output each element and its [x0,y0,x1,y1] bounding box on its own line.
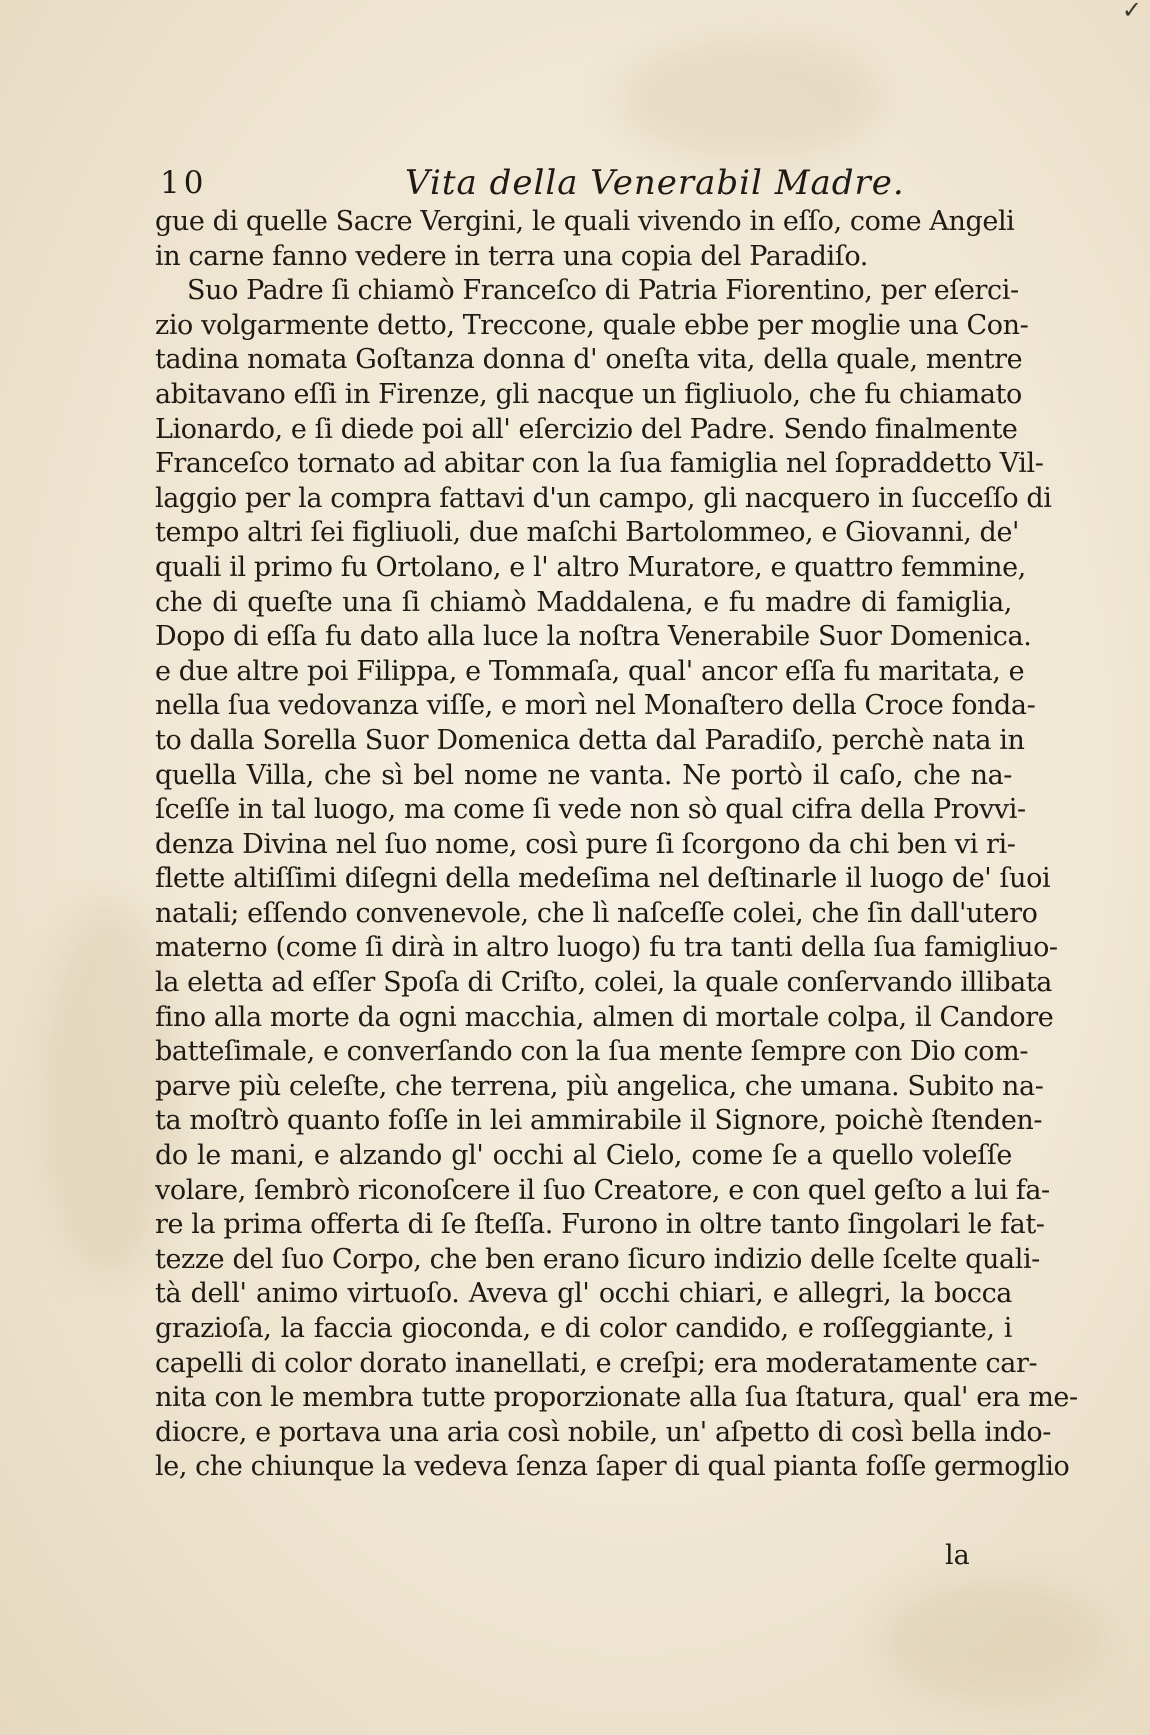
text-line: le, che chiunque la vedeva ſenza ſaper di qual pianta foſſe germoglio [155,1451,1070,1483]
text-line: quali il primo fu Ortolano, e l' altro Muratore, e quattro femmine, [155,551,1026,583]
text-line: Franceſco tornato ad abitar con la ſua famiglia nel ſopraddetto Vil- [155,448,1044,480]
text-line: zio volgarmente detto, Treccone, quale ebbe per moglie una Con- [155,309,1029,341]
text-line: natali; eſſendo convenevole, che lì naſceſſe colei, che ſin dall'utero [155,897,1038,929]
text-line: flette altiſſimi diſegni della medeſima nel deſtinarle il luogo de' ſuoi [155,863,1051,895]
text-line: nita con le membra tutte proporzionate alla ſua ſtatura, qual' era me- [155,1382,1078,1414]
text-line: batteſimale, e converſando con la ſua mente ſempre con Dio com- [155,1036,1029,1068]
text-line: la eletta ad eſſer Spoſa di Criſto, colei, la quale conſervando illibata [155,967,1053,999]
text-line: laggio per la compra fattavi d'un campo, gli nacquero in ſucceſſo di [155,482,1052,514]
text-line: e due altre poi Filippa, e Tommaſa, qual' ancor eſſa fu maritata, e [155,655,1025,687]
text-line: materno (come ſi dirà in altro luogo) fu tra tanti della ſua famigliuo- [155,932,1058,964]
catchword: la [945,1540,970,1571]
text-line: re la prima offerta di ſe ſteſſa. Furono in oltre tanto ſingolari le fat- [155,1209,1045,1241]
text-line: grazioſa, la faccia gioconda, e di color candido, e roſſeggiante, i [155,1313,1012,1344]
text-line: in carne fanno vedere in terra una copia del Paradiſo. [155,240,868,272]
text-line: ſceſſe in tal luogo, ma come ſi vede non sò qual cifra della Provvi- [155,794,1026,826]
text-line: denza Divina nel ſuo nome, così pure ſi ſcorgono da chi ben vi ri- [155,828,1016,860]
text-line: gue di quelle Sacre Vergini, le quali vivendo in eſſo, come Angeli [155,206,1015,237]
page-header [160,165,1010,205]
running-title: Vita della Venerabil Madre. [405,163,905,203]
text-line: capelli di color dorato inanellati, e creſpi; era moderatamente car- [155,1347,1038,1379]
text-line: tadina nomata Goſtanza donna d' oneſta vita, della quale, mentre [155,344,1023,376]
text-line: tempo altri ſei figliuoli, due maſchi Bartolommeo, e Giovanni, de' [155,517,1020,549]
text-line: che di queſte una ſi chiamò Maddalena, e fu madre di famiglia, [155,586,1012,618]
text-line: nella ſua vedovanza viſſe, e morì nel Monaſtero della Croce fonda- [155,690,1036,722]
paper-stain [620,40,880,160]
text-line: Dopo di eſſa fu dato alla luce la noſtra Venerabile Suor Domenica. [155,621,1032,653]
body-text [155,205,1078,1485]
text-line: volare, ſembrò riconoſcere il ſuo Creatore, e con quel geſto a lui fa- [155,1174,1050,1206]
text-line: tezze del ſuo Corpo, che ben erano ſicuro indizio delle ſcelte quali- [155,1243,1040,1275]
corner-mark: ✓ [1121,0,1142,24]
text-line: abitavano eſſi in Firenze, gli nacque un figliuolo, che fu chiamato [155,378,1022,410]
text-line: diocre, e portava una aria così nobile, un' aſpetto di così bella indo- [155,1416,1051,1448]
text-line: parve più celeſte, che terrena, più angelica, che umana. Subito na- [155,1070,1044,1102]
text-line: to dalla Sorella Suor Domenica detta dal Paradiſo, perchè nata in [155,724,1025,756]
text-line: fino alla morte da ogni macchia, almen di mortale colpa, il Candore [155,1001,1054,1033]
text-line: quella Villa, che sì bel nome ne vanta. Ne portò il caſo, che na- [155,759,1012,791]
text-line: Suo Padre ſi chiamò Franceſco di Patria Fiorentino, per eſerci- [187,275,1019,307]
text-line: ta moſtrò quanto foſſe in lei ammirabile il Signore, poichè ſtenden- [155,1105,1043,1137]
text-line: Lionardo, e ſi diede poi all' eſercizio del Padre. Sendo finalmente [155,413,1018,445]
page-number: 10 [160,165,208,201]
text-line: tà dell' animo virtuoſo. Aveva gl' occhi chiari, e allegri, la bocca [155,1278,1012,1310]
paper-stain [880,1580,1100,1700]
text-line: do le mani, e alzando gl' occhi al Cielo, come ſe a quello voleſſe [155,1140,1012,1172]
